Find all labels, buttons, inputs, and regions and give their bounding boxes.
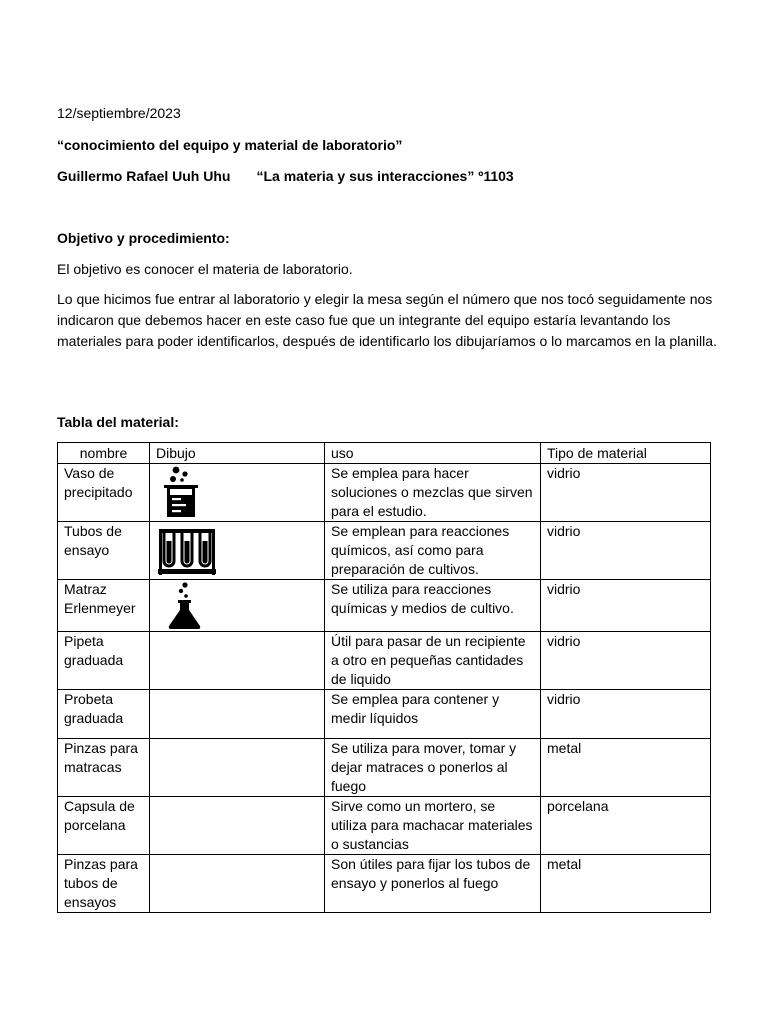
procedure-paragraph: Lo que hicimos fue entrar al laboratorio y elegir la mesa según el número que nos tocó seguidamente nos indicaron que debemos hacer en este caso fue que un integrante del equipo estaría levantando los materiales para poder identificarlos, después de identificarlo los dibujaríamos o lo marcamos en la planilla. <box>57 291 717 349</box>
course-name: “La materia y sus interacciones” º1103 <box>256 168 514 184</box>
materials-table <box>57 442 711 913</box>
material-name: Pinzas para matracas <box>58 739 150 797</box>
flask-icon <box>158 581 208 631</box>
objective-heading: Objetivo y procedimiento: <box>57 230 230 246</box>
table-row <box>58 855 711 913</box>
column-header-uso: uso <box>325 443 541 464</box>
material-type: metal <box>541 855 711 913</box>
column-header-nombre: nombre <box>58 443 150 464</box>
material-use: Se emplean para reacciones químicos, así como para preparación de cultivos. <box>325 522 541 580</box>
material-type: vidrio <box>541 522 711 580</box>
material-type: vidrio <box>541 464 711 522</box>
material-type: metal <box>541 739 711 797</box>
author-line <box>57 166 514 186</box>
material-name: Pipeta graduada <box>58 632 150 690</box>
objective-sentence: El objetivo es conocer el materia de laboratorio. <box>57 261 353 277</box>
table-row <box>58 580 711 632</box>
table-row <box>58 632 711 690</box>
table-row <box>58 464 711 522</box>
material-use: Se emplea para hacer soluciones o mezclas que sirven para el estudio. <box>325 464 541 522</box>
material-name: Matraz Erlenmeyer <box>58 580 150 632</box>
table-row <box>58 522 711 580</box>
material-drawing <box>150 739 325 797</box>
column-header-dibujo: Dibujo <box>150 443 325 464</box>
material-use: Se utiliza para reacciones químicas y medios de cultivo. <box>325 580 541 632</box>
material-name: Pinzas para tubos de ensayos <box>58 855 150 913</box>
material-use: Se utiliza para mover, tomar y dejar matraces o ponerlos al fuego <box>325 739 541 797</box>
table-heading: Tabla del material: <box>57 414 179 430</box>
material-type: porcelana <box>541 797 711 855</box>
material-use: Sirve como un mortero, se utiliza para machacar materiales o sustancias <box>325 797 541 855</box>
table-header-row <box>58 443 711 464</box>
material-type: vidrio <box>541 580 711 632</box>
table-row <box>58 739 711 797</box>
test-tubes-icon <box>158 523 216 577</box>
material-drawing <box>150 632 325 690</box>
material-use: Se emplea para contener y medir líquidos <box>325 690 541 739</box>
material-drawing <box>150 690 325 739</box>
material-name: Capsula de porcelana <box>58 797 150 855</box>
material-use: Útil para pasar de un recipiente a otro en pequeñas cantidades de liquido <box>325 632 541 690</box>
document-title: “conocimiento del equipo y material de laboratorio” <box>57 137 403 153</box>
table-row <box>58 797 711 855</box>
material-drawing <box>150 797 325 855</box>
material-drawing <box>150 580 325 632</box>
material-use: Son útiles para fijar los tubos de ensayo y ponerlos al fuego <box>325 855 541 913</box>
author-name: Guillermo Rafael Uuh Uhu <box>57 168 231 184</box>
material-drawing <box>150 464 325 522</box>
table-row <box>58 690 711 739</box>
column-header-tipo: Tipo de material <box>541 443 711 464</box>
material-drawing <box>150 522 325 580</box>
beaker-icon <box>158 465 208 521</box>
material-drawing <box>150 855 325 913</box>
material-name: Vaso de precipitado <box>58 464 150 522</box>
material-name: Tubos de ensayo <box>58 522 150 580</box>
document-date: 12/septiembre/2023 <box>57 105 181 121</box>
material-type: vidrio <box>541 632 711 690</box>
material-name: Probeta graduada <box>58 690 150 739</box>
material-type: vidrio <box>541 690 711 739</box>
